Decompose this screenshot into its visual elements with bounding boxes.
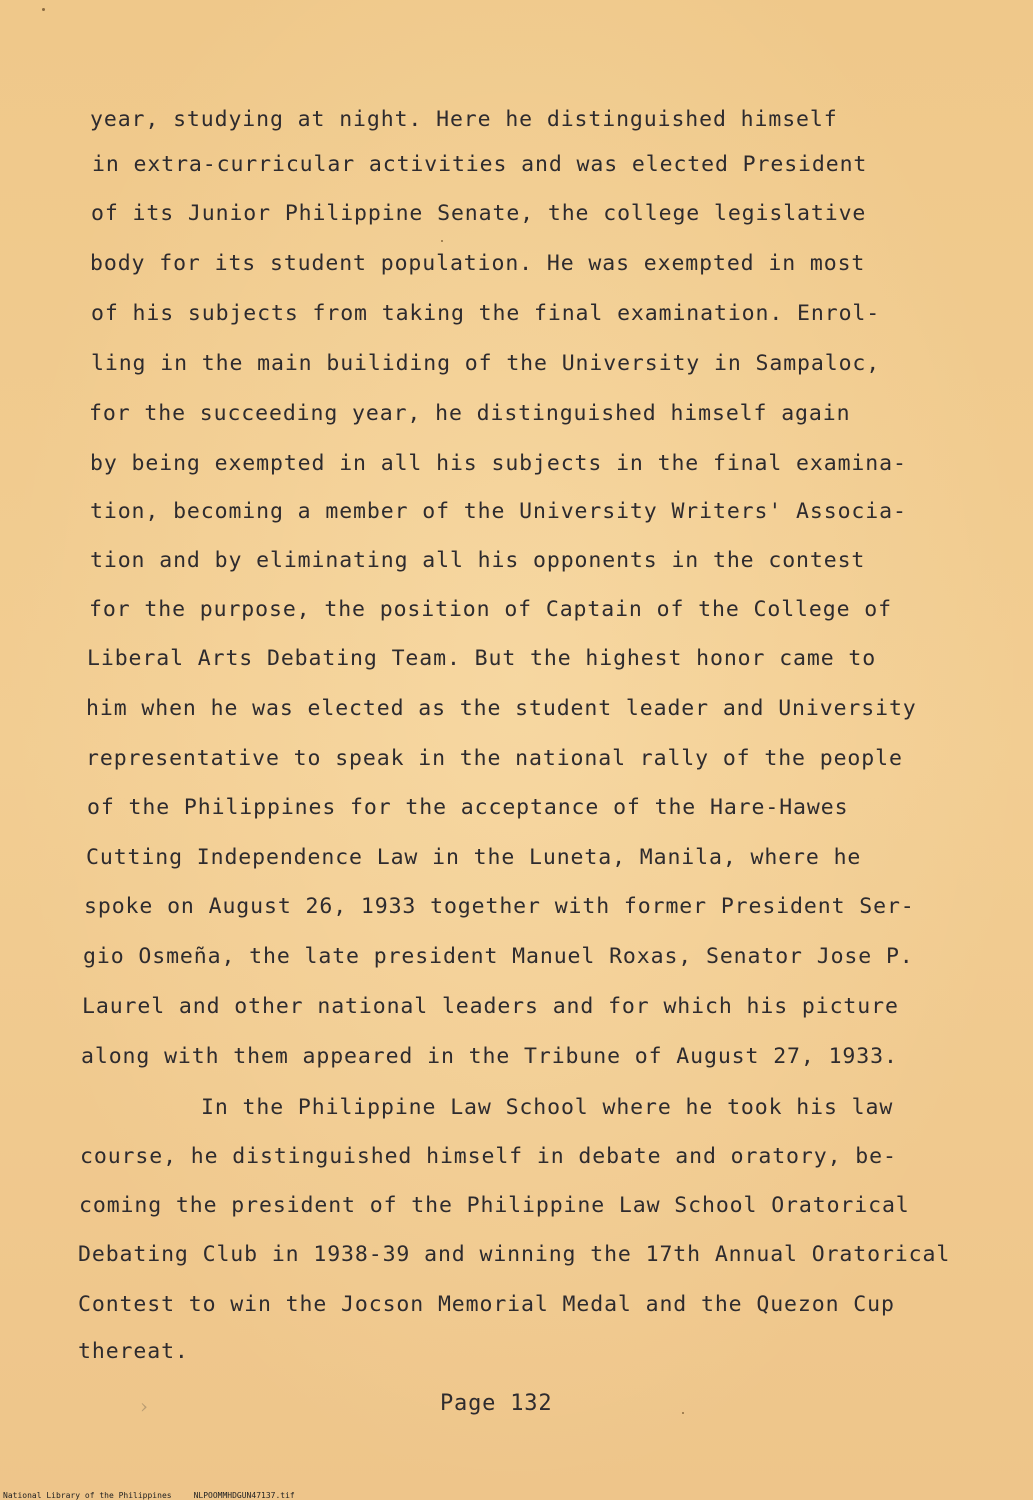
text-line: coming the president of the Philippine Law School Oratorical xyxy=(79,1193,910,1218)
paper-speck xyxy=(682,1412,684,1414)
text-line: him when he was elected as the student leader and University xyxy=(86,696,917,721)
text-line: for the purpose, the position of Captain of the College of xyxy=(89,597,892,622)
text-line: body for its student population. He was exempted in most xyxy=(90,251,866,276)
text-line: year, studying at night. Here he distinguished himself xyxy=(90,107,838,132)
text-line: Cutting Independence Law in the Luneta, Manila, where he xyxy=(86,845,862,870)
text-line: of his subjects from taking the final examination. Enrol- xyxy=(91,301,881,326)
text-line: ling in the main builiding of the University in Sampaloc, xyxy=(91,351,881,376)
text-line: thereat. xyxy=(78,1339,189,1364)
text-line: gio Osmeña, the late president Manuel Roxas, Senator Jose P. xyxy=(83,944,914,969)
text-line: along with them appeared in the Tribune of August 27, 1933. xyxy=(81,1044,898,1069)
scan-footer xyxy=(3,1491,295,1500)
text-line: Debating Club in 1938-39 and winning the 17th Annual Oratorical xyxy=(78,1242,951,1267)
text-line: representative to speak in the national rally of the people xyxy=(86,746,903,771)
page-number: Page 132 xyxy=(440,1391,553,1416)
text-line: of its Junior Philippine Senate, the college legislative xyxy=(91,201,867,226)
text-line: In the Philippine Law School where he took his law xyxy=(201,1095,894,1120)
text-line: Laurel and other national leaders and for which his picture xyxy=(82,994,899,1019)
text-line: tion and by eliminating all his opponents in the contest xyxy=(90,548,866,573)
footer-filename: NLPOOMMHDGUN47137.tif xyxy=(193,1491,295,1500)
text-line: tion, becoming a member of the University Writers' Associa- xyxy=(90,499,907,524)
paper-speck xyxy=(42,8,45,11)
text-line: course, he distinguished himself in debate and oratory, be- xyxy=(80,1144,897,1169)
paper-speck xyxy=(441,240,443,242)
text-line: for the succeeding year, he distinguished himself again xyxy=(89,401,851,426)
ink-mark-icon: › xyxy=(140,1394,148,1418)
footer-library: National Library of the Philippines xyxy=(3,1491,172,1500)
text-line: in extra-curricular activities and was elected President xyxy=(92,152,868,177)
text-line: of the Philippines for the acceptance of the Hare-Hawes xyxy=(87,795,849,820)
text-line: Liberal Arts Debating Team. But the highest honor came to xyxy=(87,646,877,671)
text-line: by being exempted in all his subjects in the final examina- xyxy=(90,451,907,476)
text-line: Contest to win the Jocson Memorial Medal and the Quezon Cup xyxy=(78,1292,895,1317)
text-line: spoke on August 26, 1933 together with former President Ser- xyxy=(84,894,915,919)
